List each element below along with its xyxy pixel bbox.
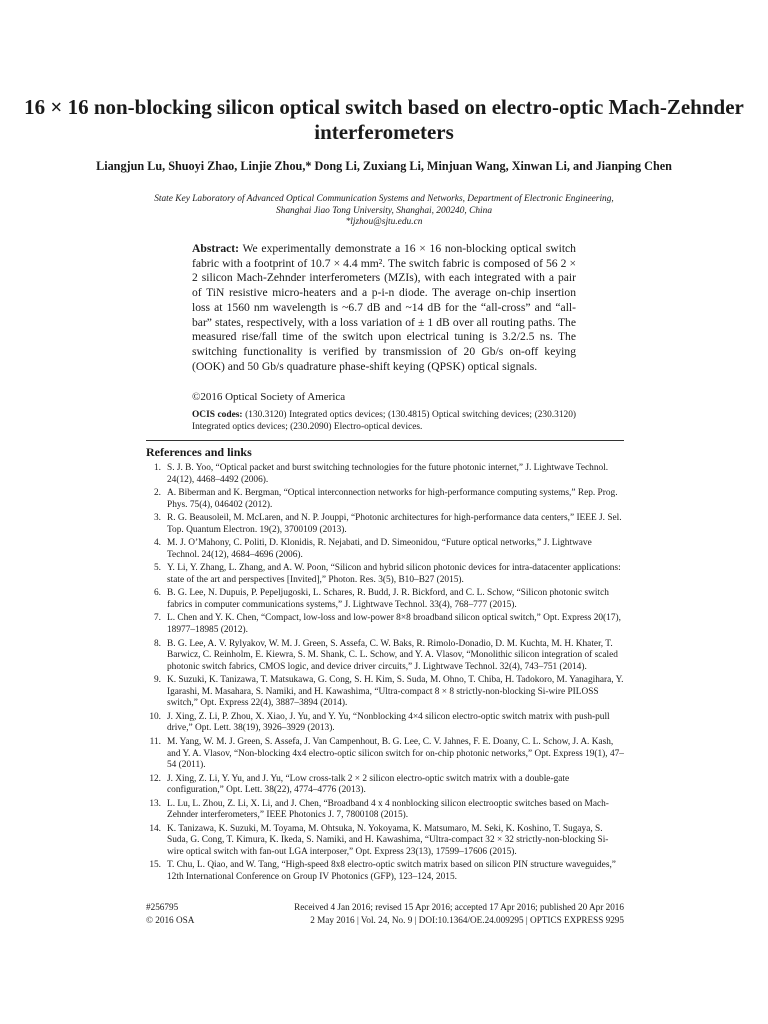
abstract [192,242,576,374]
abstract-label: Abstract: [192,242,240,255]
osa-copyright: © 2016 OSA [146,915,195,925]
reference-text: S. J. B. Yoo, “Optical packet and burst switching technologies for the future photonic internet,” J. Lightwave Technol. 24(12), 4468–4492 (2006). [167,463,609,485]
reference-text: Y. Li, Y. Zhang, L. Zhang, and A. W. Poon, “Silicon and hybrid silicon photonic devices for intra-datacenter applications: state of the art and perspectives [Invited],” Photon. Res. 3(5), B10–B27 (2015). [167,563,621,585]
journal-citation: 2 May 2016 | Vol. 24, No. 9 | DOI:10.1364/OE.24.009295 | OPTICS EXPRESS 9295 [310,915,624,925]
reference-item [146,675,624,710]
author-list: Liangjun Lu, Shuoyi Zhao, Linjie Zhou,* Dong Li, Zuxiang Li, Minjuan Wang, Xinwan Li, and Jianping Chen [96,159,672,173]
reference-number: 8. [153,638,161,649]
reference-number: 5. [153,563,161,574]
ocis-label: OCIS codes: [192,410,243,420]
reference-text: K. Suzuki, K. Tanizawa, T. Matsukawa, G. Cong, S. H. Kim, S. Suda, M. Ohno, T. Chiba, H. Tadokoro, M. Yanagihara, Y. Igarashi, M. Masahara, S. Namiki, and H. Kawashima, “Ultra-compact 8 × 8 strictly-non-blocking Si-wire PILOSS switch,” Opt. Express 22(4), 3887–3894 (2014). [167,675,624,709]
reference-text: M. J. O’Mahony, C. Politi, D. Klonidis, R. Nejabati, and D. Simeonidou, “Future optical networks,” J. Lightwave Technol. 24(12), 4684–4696 (2006). [167,538,592,560]
copyright-notice: ©2016 Optical Society of America [192,391,346,403]
reference-text: B. G. Lee, N. Dupuis, P. Pepeljugoski, L. Schares, R. Budd, J. R. Bickford, and C. L. Schow, “Silicon photonic switch fabrics in computer communications systems,” J. Lightwave Technol. 33(4), 768–777 (2015). [167,588,609,610]
reference-item [146,712,624,735]
abstract-text: We experimentally demonstrate a 16 × 16 non-blocking optical switch fabric with a footprint of 10.7 × 4.4 mm². The switch fabric is composed of 56 2 × 2 silicon Mach-Zehnder interferometers (MZIs), with each integrated with a pair of TiN resistive micro-heaters and a p-i-n diode. The average on-chip insertion loss at 1560 nm wavelength is ~6.7 dB and ~14 dB for the “all-cross” and “all-bar” states, respectively, with a loss variation of ± 1 dB over all routing paths. The measured rise/fall time of the switch upon electrical tuning is 3.2/2.5 ns. The switching functionality is verified by transmission of 20 Gb/s on-off keying (OOK) and 50 Gb/s quadrature phase-shift keying (QPSK) optical signals. [192,242,576,373]
reference-number: 10. [149,711,161,722]
reference-number: 4. [153,538,161,549]
reference-number: 3. [153,513,161,524]
reference-text: R. G. Beausoleil, M. McLaren, and N. P. Jouppi, “Photonic architectures for high-performance data centers,” IEEE J. Sel. Top. Quantum Electron. 19(2), 3700109 (2013). [167,513,622,535]
ocis-text: (130.3120) Integrated optics devices; (130.4815) Optical switching devices; (230.3120) Integrated optics devices; (230.2090) Electro-optical devices. [192,410,577,432]
reference-list [146,463,624,886]
reference-number: 15. [149,860,161,871]
section-divider [146,440,624,441]
reference-text: L. Lu, L. Zhou, Z. Li, X. Li, and J. Chen, “Broadband 4 x 4 nonblocking silicon electrooptic switches based on Mach-Zehnder interferometers,” IEEE Photonics J. 7, 7800108 (2015). [167,798,609,821]
reference-number: 2. [153,488,161,499]
reference-text: K. Tanizawa, K. Suzuki, M. Toyama, M. Ohtsuka, N. Yokoyama, K. Matsumaro, M. Seki, K. Koshino, T. Sugaya, S. Suda, G. Cong, T. Kimura, K. Ikeda, S. Namiki, and H. Kawashima, “Ultra-compact 32 × 32 strictly-non-blocking Si-wire optical switch with fan-out LGA interposer,” Opt. Express 23(13), 17599–17606 (2015). [167,823,609,857]
reference-item [146,538,624,561]
reference-item [146,463,624,486]
reference-text: M. Yang, W. M. J. Green, S. Assefa, J. Van Campenhout, B. G. Lee, C. V. Jahnes, F. E. Doany, C. L. Schow, J. A. Kash, and Y. A. Vlasov, “Non-blocking 4x4 electro-optic silicon switch for on-chip photonic networks,” Opt. Express 19(1), 47–54 (2011). [167,736,624,771]
references-heading: References and links [146,445,252,459]
footer-line-1 [146,901,624,913]
received-dates: Received 4 Jan 2016; revised 15 Apr 2016; accepted 17 Apr 2016; published 20 Apr 2016 [294,902,624,912]
ocis-codes [192,409,576,433]
affiliation: State Key Laboratory of Advanced Optical Communication Systems and Networks, Department of Electronic Engineering, Shanghai Jiao Tong University, Shanghai, 200240, China [154,194,614,216]
manuscript-id: #256795 [146,902,179,912]
reference-item [146,588,624,611]
reference-item [146,513,624,536]
reference-number: 1. [153,463,161,473]
reference-number: 6. [153,588,161,599]
reference-number: 14. [149,823,161,834]
reference-number: 7. [153,613,161,624]
reference-item [146,488,624,511]
reference-number: 13. [149,798,161,809]
reference-item [146,774,624,797]
reference-text: J. Xing, Z. Li, Y. Yu, and J. Yu, “Low cross-talk 2 × 2 silicon electro-optic switch matrix with a double-gate configuration,” Opt. Lett. 38(22), 4774–4776 (2013). [167,773,570,796]
reference-number: 11. [149,736,161,747]
reference-item [146,799,624,822]
reference-item [146,613,624,636]
reference-text: J. Xing, Z. Li, P. Zhou, X. Xiao, J. Yu, and Y. Yu, “Nonblocking 4×4 silicon electro-optic switch matrix with push-pull drive,” Opt. Lett. 38(19), 3926–3929 (2013). [167,711,610,734]
footer-line-2 [146,914,624,926]
reference-item [146,737,624,772]
reference-item [146,824,624,859]
reference-text: L. Chen and Y. K. Chen, “Compact, low-loss and low-power 8×8 broadband silicon optical switch,” Opt. Express 20(17), 18977–18985 (2012). [167,613,621,636]
reference-item [146,639,624,674]
reference-text: B. G. Lee, A. V. Rylyakov, W. M. J. Green, S. Assefa, C. W. Baks, R. Rimolo-Donadio, D. M. Kuchta, M. H. Khater, T. Barwicz, C. Reinholm, E. Kiewra, S. M. Shank, C. L. Schow, and Y. A. Vlasov, “Monolithic silicon integration of scaled photonic switch fabrics, CMOS logic, and device driver circuits,” J. Lightwave Technol. 32(4), 743–751 (2014). [167,638,618,672]
affiliation-block [150,194,618,229]
reference-number: 9. [153,675,161,686]
reference-item [146,563,624,586]
reference-text: A. Biberman and K. Bergman, “Optical interconnection networks for high-performance computing systems,” Rep. Prog. Phys. 75(4), 046402 (2012). [167,488,618,510]
reference-item [146,860,624,883]
reference-text: T. Chu, L. Qiao, and W. Tang, “High-speed 8x8 electro-optic switch matrix based on silicon PIN structure waveguides,” 12th International Conference on Group IV Photonics (GFP), 123–124, 2015. [167,860,616,883]
paper-title: 16 × 16 non-blocking silicon optical switch based on electro-optic Mach-Zehnder interferometers [24,95,744,144]
reference-number: 12. [149,773,161,784]
contact-email[interactable]: *ljzhou@sjtu.edu.cn [345,217,423,227]
